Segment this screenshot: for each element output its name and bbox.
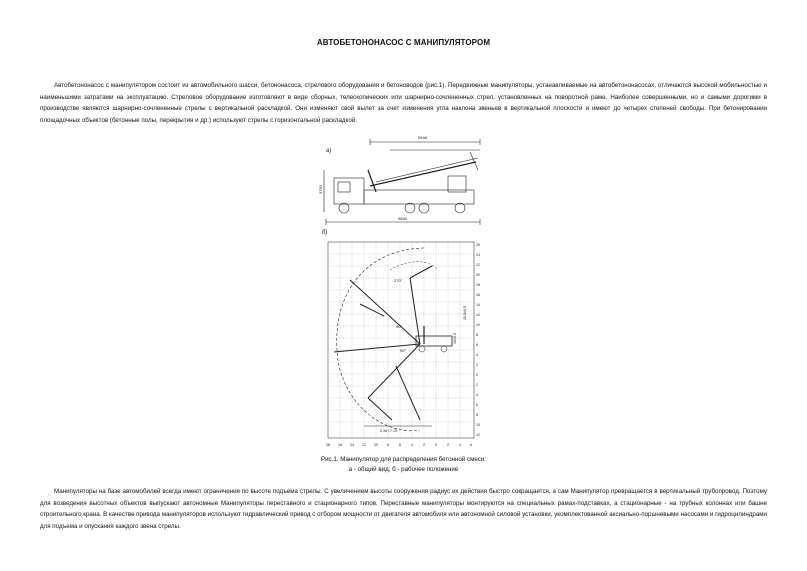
angle-label-1: 270° bbox=[394, 278, 403, 283]
angle-label-2: 90° bbox=[396, 324, 403, 329]
manipulator-figure bbox=[320, 130, 486, 456]
right-scale-label: 25 bbox=[476, 243, 480, 247]
right-scale-label: 6 bbox=[476, 343, 478, 347]
bottom-scale-label: 12 bbox=[362, 443, 366, 447]
figure-b-label: б) bbox=[322, 230, 328, 236]
figure-a-general-view bbox=[318, 135, 480, 225]
right-scale-label: 24 bbox=[476, 253, 480, 257]
reach-envelope bbox=[337, 248, 424, 431]
bottom-scale-label: 4 bbox=[411, 443, 413, 447]
right-scale-label: 0 bbox=[476, 373, 478, 377]
right-scale-label: 22 bbox=[476, 263, 480, 267]
right-scale-label: 2 bbox=[476, 363, 478, 367]
bottom-scale-label: 6 bbox=[470, 443, 472, 447]
right-scale-label: 18 bbox=[476, 283, 480, 287]
bottom-scale-label: 10 bbox=[374, 443, 378, 447]
bottom-row-dim: 0,36 / 7,15 bbox=[380, 429, 397, 433]
bottom-scale-label: 18 bbox=[326, 443, 330, 447]
right-scale-label: 12 bbox=[476, 313, 480, 317]
right-scale-label: 8 bbox=[476, 413, 478, 417]
right-scale-label: 12 bbox=[476, 433, 480, 437]
right-scale-label: 6 bbox=[476, 403, 478, 407]
bottom-scale-label: 0 bbox=[435, 443, 437, 447]
boom-positions bbox=[334, 266, 432, 420]
dim-height-text: 3750 bbox=[318, 185, 323, 194]
reach-dim-1: 20,8±0,5 bbox=[463, 306, 467, 320]
right-scale-label: 4 bbox=[476, 353, 478, 357]
right-scale-label: 20 bbox=[476, 273, 480, 277]
reach-dim-2: 16±0,5 bbox=[453, 333, 457, 344]
bottom-scale bbox=[326, 443, 472, 447]
bottom-scale-label: 6 bbox=[399, 443, 401, 447]
figure-b-working-position bbox=[322, 230, 474, 438]
figure-caption-line2: а - общий вид; б - рабочее положение bbox=[348, 466, 459, 473]
right-scale-label: 8 bbox=[476, 333, 478, 337]
right-scale-label: 10 bbox=[476, 423, 480, 427]
bottom-scale-label: 14 bbox=[350, 443, 354, 447]
angle-label-3: 90° bbox=[400, 348, 407, 353]
bottom-scale-label: 2 bbox=[423, 443, 425, 447]
right-scale-label: 10 bbox=[476, 323, 480, 327]
dim-bottom-text: 9850 bbox=[398, 216, 407, 221]
bottom-scale-label: 16 bbox=[338, 443, 342, 447]
bottom-scale-label: 4 bbox=[459, 443, 461, 447]
right-scale-label: 14 bbox=[476, 303, 480, 307]
figure-a-label: а) bbox=[326, 148, 332, 154]
truck-working bbox=[416, 336, 452, 346]
figure-caption-line1: Рис.1. Манипулятор для распределения бетонной смеси: bbox=[320, 456, 487, 463]
right-scale bbox=[476, 243, 480, 437]
manipulators-paragraph: Манипуляторы на базе автомобилей всегда имеют ограничения по высоте подъема стрелы. С увеличением высоты сооружения радиус их действия быстро сокращается, а сам Манипулятор превращается в вертикальный трубопровод. Поэтому для возведения высотных объектов выпускают автономные Манипуляторы переставного и стационарного типов. Переставные манипуляторы монтируются на специальных рамах-подставках, а стационарные - на трубных колоннах или башне строительного крана. В качестве привода манипуляторов используют гидравлический привод с отбором мощности от двигателя автомобиля или автономной силовой установки, укомплектованной аксиально-поршневыми насосами и гидроцилиндрами для подъема и опускания каждого звена стрелы. bbox=[40, 488, 767, 530]
dim-top-text: 9948 bbox=[418, 135, 427, 140]
intro-paragraph: Автобетононасос с манипулятором состоит из автомобильного шасси, бетононасоса, стрелового оборудования и бетоноводов (рис.1). Передвижные манипуляторы, устанавливаемые на автобетононасосах, отличаются высокой мобильностью и наименьшими затратами на эксплуатацию. Стреловое оборудование изготовляют в виде сборных, телескопических или шарнирно-сочлененных стрел, установленных на поворотной раме. Наиболее совершенными, но и самыми дорогими в производстве являются шарнирно-сочлененные стрелы с вертикальной раскладкой. Они изменяют свой вылет за счет изменения угла наклона звеньев в вертикальной плоскости и имеют до четырех степеней свободы. При бетонировании площадочных объектов (бетонные полы, перекрытия и др.) используют стрелы с горизонтальной раскладкой. bbox=[40, 82, 767, 124]
bottom-scale-label: 2 bbox=[447, 443, 449, 447]
right-scale-label: 16 bbox=[476, 293, 480, 297]
right-scale-label: 2 bbox=[476, 383, 478, 387]
bottom-scale-label: 8 bbox=[387, 443, 389, 447]
right-scale-label: 4 bbox=[476, 393, 478, 397]
document-title: АВТОБЕТОНОНАСОС С МАНИПУЛЯТОРОМ bbox=[316, 38, 491, 47]
